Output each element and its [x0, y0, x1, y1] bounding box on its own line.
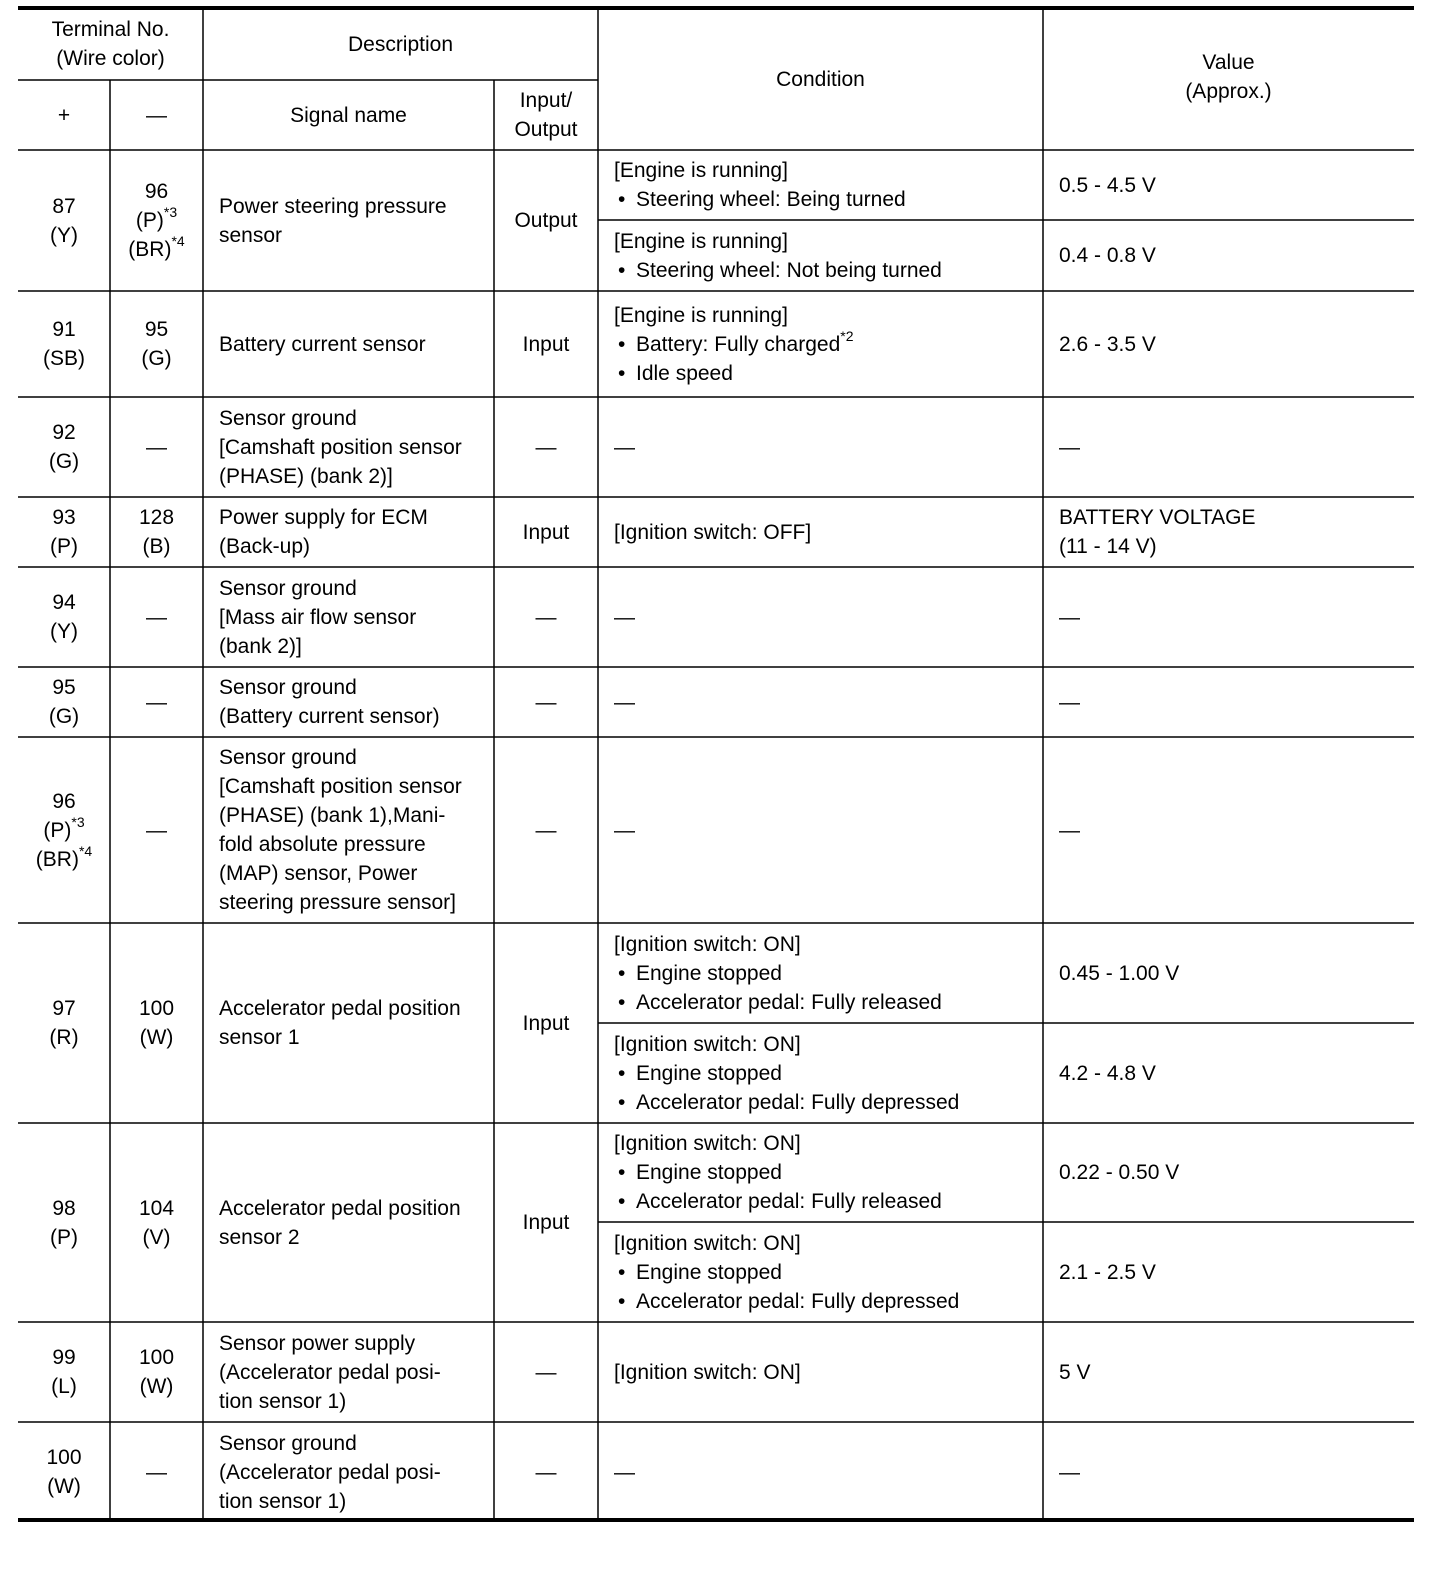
terminal-plus-line: (P): [50, 1225, 78, 1249]
value: [1043, 497, 1414, 567]
terminal-plus-line: $(P)^{*3}$: [43, 813, 85, 842]
terminal-plus-line: 94: [52, 591, 76, 614]
condition: [598, 1222, 1043, 1322]
signal-name-line: (Battery current sensor): [219, 705, 440, 728]
value-line: 0.5 - 4.5 V: [1059, 173, 1156, 197]
input-output: [494, 150, 598, 291]
condition-line: [Ignition switch: ON]: [614, 1132, 801, 1155]
value: [1043, 1123, 1414, 1222]
signal-name-line: (PHASE) (bank 1),Mani-: [219, 804, 446, 827]
value-line: —: [1059, 1460, 1080, 1484]
signal-name-line: Power steering pressure: [219, 194, 447, 218]
condition-line: • Steering wheel: Not being turned: [614, 256, 942, 285]
header-condition: [598, 8, 1043, 150]
terminal-minus: [110, 397, 203, 497]
condition-line: • Engine stopped: [614, 959, 782, 988]
signal-name-line: (Accelerator pedal posi-: [219, 1360, 441, 1384]
header-terminal-no-line: Terminal No.: [51, 18, 170, 41]
terminal-minus: [110, 737, 203, 923]
signal-name-line: sensor 1: [219, 1026, 300, 1049]
condition-line: [Ignition switch: ON]: [614, 1231, 801, 1255]
signal-name-line: (MAP) sensor, Power: [219, 862, 418, 885]
terminal-minus-line: (W): [139, 1375, 174, 1398]
input-output: [494, 291, 598, 397]
value-line: BATTERY VOLTAGE: [1059, 506, 1256, 529]
signal-name: [203, 1422, 494, 1522]
signal-name: [203, 1123, 494, 1322]
value-line: 2.1 - 2.5 V: [1059, 1260, 1156, 1284]
terminal-plus-line: (L): [51, 1375, 77, 1398]
signal-name: [203, 1322, 494, 1422]
header-signal-name-line: Signal name: [290, 103, 407, 127]
terminal-plus: [18, 1123, 110, 1322]
terminal-minus-line: (G): [141, 347, 172, 370]
signal-name-line: (bank 2)]: [219, 634, 302, 658]
terminal-plus-line: 87: [52, 194, 76, 218]
terminal-plus-line: (W): [47, 1475, 81, 1498]
input-output-line: Input: [522, 1211, 570, 1234]
header-input-output: [494, 80, 598, 150]
condition: [598, 567, 1043, 667]
terminal-minus-line: —: [146, 690, 167, 714]
condition: [598, 1023, 1043, 1123]
header-plus-line: +: [57, 103, 71, 127]
value-line: (11 - 14 V): [1059, 535, 1157, 558]
value-line: —: [1059, 605, 1080, 629]
signal-name-line: (Accelerator pedal posi-: [219, 1460, 441, 1484]
input-output-line: Input: [522, 332, 570, 356]
terminal-plus: [18, 150, 110, 291]
signal-name: [203, 291, 494, 397]
header-input-output-line: Output: [514, 118, 578, 141]
value-line: 5 V: [1059, 1360, 1091, 1384]
input-output-line: —: [535, 1360, 557, 1384]
terminal-plus: [18, 1422, 110, 1522]
header-condition-line: Condition: [776, 67, 865, 91]
terminal-plus-line: 97: [52, 997, 76, 1020]
input-output-line: Input: [522, 520, 570, 544]
header-value-line: Value: [1202, 51, 1255, 74]
terminal-plus: [18, 397, 110, 497]
value: [1043, 220, 1414, 291]
condition-line: • Accelerator pedal: Fully released: [614, 988, 942, 1017]
terminal-plus-line: 99: [52, 1346, 76, 1369]
terminal-minus: [110, 667, 203, 737]
condition: [598, 150, 1043, 220]
condition: [598, 1322, 1043, 1422]
terminal-plus: [18, 1322, 110, 1422]
terminal-plus-line: 92: [52, 421, 76, 444]
header-value-line: (Approx.): [1185, 80, 1272, 103]
condition-line: [Ignition switch: OFF]: [614, 520, 812, 544]
value-line: 0.22 - 0.50 V: [1059, 1161, 1180, 1184]
value-line: 0.4 - 0.8 V: [1059, 244, 1156, 267]
input-output: [494, 1123, 598, 1322]
terminal-minus-line: 100: [138, 997, 175, 1020]
condition-line: —: [614, 605, 635, 629]
condition: [598, 923, 1043, 1023]
value-line: —: [1059, 818, 1080, 842]
terminal-minus-line: 100: [138, 1346, 175, 1369]
signal-name: [203, 737, 494, 923]
header-signal-name: [203, 80, 494, 150]
signal-name: [203, 150, 494, 291]
value: [1043, 1023, 1414, 1123]
terminal-plus: [18, 667, 110, 737]
terminal-plus-line: 91: [52, 318, 76, 341]
terminal-minus-line: —: [146, 605, 167, 629]
terminal-minus: [110, 923, 203, 1123]
condition-line: [Ignition switch: ON]: [614, 1032, 801, 1056]
header-minus-line: —: [146, 103, 167, 127]
terminal-minus-line: 128: [138, 506, 175, 529]
condition: [598, 1123, 1043, 1222]
terminal-plus: [18, 737, 110, 923]
input-output: [494, 1322, 598, 1422]
terminal-plus: [18, 497, 110, 567]
terminal-plus-line: 100: [46, 1446, 82, 1469]
terminal-minus-line: (W): [139, 1026, 174, 1049]
value-line: 2.6 - 3.5 V: [1059, 332, 1156, 356]
condition-line: • Accelerator pedal: Fully depressed: [614, 1287, 959, 1316]
terminal-minus: [110, 291, 203, 397]
signal-name: [203, 567, 494, 667]
value: [1043, 923, 1414, 1023]
terminal-minus: [110, 497, 203, 567]
signal-name-line: Battery current sensor: [219, 332, 426, 356]
value: [1043, 567, 1414, 667]
terminal-plus-line: 96: [52, 789, 76, 813]
value-line: —: [1059, 690, 1080, 714]
header-plus: [18, 80, 110, 150]
terminal-minus-line: $(P)^{*3}$: [135, 204, 178, 232]
condition-line: • Engine stopped: [614, 1258, 782, 1287]
condition-line: • Battery: Fully charged$^{*2}$: [614, 330, 854, 359]
condition-line: [Engine is running]: [614, 159, 788, 182]
value: [1043, 1322, 1414, 1422]
condition-line: • Engine stopped: [614, 1059, 782, 1088]
signal-name-line: (Back-up): [219, 535, 311, 558]
condition: [598, 737, 1043, 923]
input-output-line: Output: [514, 209, 578, 232]
condition-line: [Ignition switch: ON]: [614, 1360, 801, 1384]
signal-name-line: [Mass air flow sensor: [219, 605, 417, 629]
value-line: 4.2 - 4.8 V: [1059, 1061, 1156, 1085]
header-description: [203, 8, 598, 80]
signal-name-line: Accelerator pedal position: [219, 1196, 461, 1220]
signal-name-line: Sensor ground: [219, 1431, 357, 1455]
terminal-plus-line: (G): [48, 705, 80, 728]
terminal-plus-line: (Y): [50, 620, 78, 643]
input-output: [494, 1422, 598, 1522]
condition-line: • Idle speed: [614, 359, 733, 388]
terminal-plus-line: (P): [50, 535, 78, 558]
terminal-minus-line: 95: [144, 318, 169, 341]
signal-name-line: (PHASE) (bank 2)]: [219, 464, 393, 488]
input-output-line: —: [535, 605, 557, 629]
condition-line: —: [614, 435, 635, 459]
terminal-minus: [110, 1123, 203, 1322]
input-output: [494, 567, 598, 667]
terminal-minus-line: (V): [142, 1225, 171, 1249]
signal-name-line: fold absolute pressure: [219, 833, 426, 856]
terminal-plus-line: (SB): [43, 347, 85, 370]
signal-name-line: Sensor ground: [219, 676, 357, 699]
terminal-plus-line: (BR)$^{*4}$: [35, 842, 93, 871]
terminal-plus: [18, 567, 110, 667]
signal-name-line: Sensor power supply: [219, 1331, 416, 1355]
condition: [598, 220, 1043, 291]
terminal-minus: [110, 1422, 203, 1522]
value: [1043, 737, 1414, 923]
input-output: [494, 923, 598, 1123]
header-terminal-no: [18, 8, 203, 80]
value: [1043, 150, 1414, 220]
signal-name-line: tion sensor 1): [219, 1389, 347, 1413]
input-output-line: —: [535, 435, 557, 459]
signal-name: [203, 497, 494, 567]
condition-line: [Engine is running]: [614, 303, 788, 327]
input-output: [494, 397, 598, 497]
condition-line: [Engine is running]: [614, 229, 788, 253]
input-output-line: —: [535, 1460, 557, 1484]
terminal-table: [18, 6, 1414, 1522]
condition-line: • Engine stopped: [614, 1158, 782, 1187]
condition-line: —: [614, 1460, 635, 1484]
value: [1043, 291, 1414, 397]
condition: [598, 397, 1043, 497]
signal-name: [203, 667, 494, 737]
terminal-minus-line: (B): [142, 535, 171, 558]
terminal-plus: [18, 291, 110, 397]
header-terminal-no-line: (Wire color): [56, 47, 165, 70]
input-output-line: Input: [522, 1011, 570, 1035]
header-value: [1043, 8, 1414, 150]
signal-name-line: tion sensor 1): [219, 1489, 347, 1513]
condition: [598, 667, 1043, 737]
signal-name-line: [Camshaft position sensor: [219, 435, 462, 459]
terminal-minus-line: 96: [144, 180, 169, 203]
condition: [598, 1422, 1043, 1522]
value-line: 0.45 - 1.00 V: [1059, 961, 1180, 985]
condition-line: —: [614, 690, 635, 714]
condition-line: • Accelerator pedal: Fully depressed: [614, 1088, 959, 1117]
terminal-minus-line: (BR)$^{*4}$: [128, 233, 185, 261]
input-output-line: —: [535, 690, 557, 714]
header-description-line: Description: [347, 32, 454, 56]
value: [1043, 397, 1414, 497]
signal-name-line: Power supply for ECM: [219, 506, 428, 529]
terminal-plus-line: 98: [52, 1196, 76, 1220]
header-minus: [110, 80, 203, 150]
input-output: [494, 737, 598, 923]
value: [1043, 1222, 1414, 1322]
terminal-minus: [110, 1322, 203, 1422]
signal-name: [203, 923, 494, 1123]
signal-name-line: Sensor ground: [219, 746, 357, 769]
terminal-plus-line: (R): [49, 1026, 79, 1049]
signal-name-line: Accelerator pedal position: [219, 997, 461, 1020]
value: [1043, 667, 1414, 737]
input-output-line: —: [535, 818, 557, 842]
terminal-plus-line: (Y): [50, 223, 78, 247]
terminal-minus-line: —: [146, 1460, 167, 1484]
terminal-plus: [18, 923, 110, 1123]
signal-name-line: Sensor ground: [219, 576, 357, 600]
value: [1043, 1422, 1414, 1522]
terminal-minus: [110, 150, 203, 291]
terminal-minus-line: —: [146, 435, 167, 459]
signal-name-line: sensor 2: [219, 1225, 300, 1249]
terminal-minus: [110, 567, 203, 667]
header-input-output-line: Input/: [519, 89, 573, 112]
value-line: —: [1059, 435, 1080, 459]
condition: [598, 291, 1043, 397]
condition-line: • Steering wheel: Being turned: [614, 185, 906, 214]
terminal-plus-line: (G): [48, 450, 80, 473]
signal-name-line: Sensor ground: [219, 406, 357, 430]
condition-line: • Accelerator pedal: Fully released: [614, 1187, 942, 1216]
terminal-minus-line: —: [146, 818, 167, 842]
condition: [598, 497, 1043, 567]
input-output: [494, 497, 598, 567]
terminal-plus-line: 93: [52, 506, 76, 529]
input-output: [494, 667, 598, 737]
terminal-plus-line: 95: [52, 676, 76, 699]
terminal-minus-line: 104: [138, 1196, 175, 1220]
signal-name-line: sensor: [219, 223, 283, 247]
signal-name: [203, 397, 494, 497]
condition-line: —: [614, 818, 635, 842]
signal-name-line: [Camshaft position sensor: [219, 775, 462, 798]
condition-line: [Ignition switch: ON]: [614, 932, 801, 956]
signal-name-line: steering pressure sensor]: [219, 891, 456, 914]
